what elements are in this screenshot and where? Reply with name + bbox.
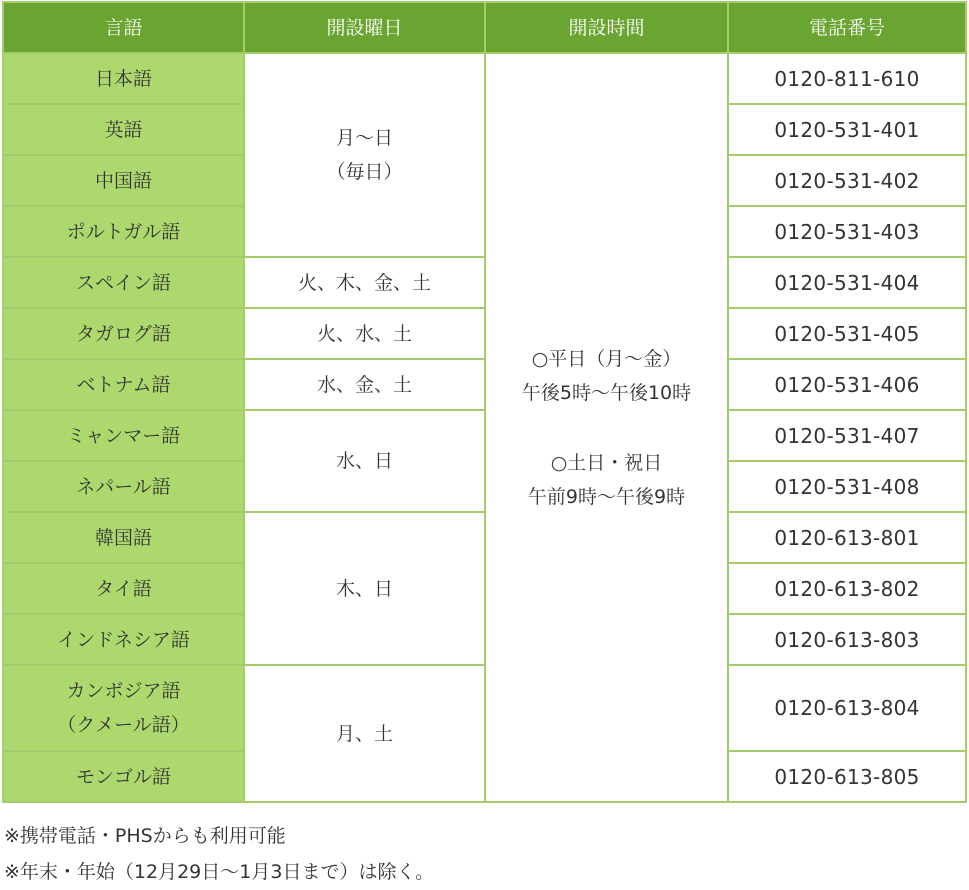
language-cell: 英語 <box>3 104 244 155</box>
open-days-cell: 水、日 <box>244 410 485 512</box>
phone-number-cell: 0120-531-401 <box>728 104 966 155</box>
language-cell: タガログ語 <box>3 308 244 359</box>
weekday-label: ○平日（月～金） <box>531 347 682 370</box>
phone-number-cell: 0120-613-801 <box>728 512 966 563</box>
phone-number-cell: 0120-811-610 <box>728 53 966 104</box>
language-cell: ネパール語 <box>3 461 244 512</box>
phone-number-cell: 0120-531-408 <box>728 461 966 512</box>
header-phone-number: 電話番号 <box>728 2 966 53</box>
language-cell: モンゴル語 <box>3 751 244 802</box>
weekend-label: ○土日・祝日 <box>550 451 663 474</box>
table-row <box>3 410 966 461</box>
weekend-hours: 午前9時～午後9時 <box>527 485 686 508</box>
table-row <box>3 257 966 308</box>
phone-number-cell: 0120-613-802 <box>728 563 966 614</box>
language-cell: ミャンマー語 <box>3 410 244 461</box>
language-name: カンボジア語 <box>66 680 181 702</box>
open-days-cell: 水、金、土 <box>244 359 485 410</box>
open-hours-cell <box>485 53 728 802</box>
hours-spacer <box>486 410 727 446</box>
open-days-cell <box>244 53 485 257</box>
header-open-days: 開設曜日 <box>244 2 485 53</box>
open-days-cell: 月、土 <box>244 665 485 802</box>
header-language: 言語 <box>3 2 244 53</box>
table-row <box>3 665 966 751</box>
table-header-row <box>3 2 966 53</box>
language-cell: 中国語 <box>3 155 244 206</box>
language-cell: ポルトガル語 <box>3 206 244 257</box>
phone-number-cell: 0120-531-406 <box>728 359 966 410</box>
footnote-holidays: ※年末・年始（12月29日～1月3日まで）は除く。 <box>4 861 435 883</box>
open-days-cell: 木、日 <box>244 512 485 665</box>
table-row <box>3 359 966 410</box>
phone-number-cell: 0120-531-402 <box>728 155 966 206</box>
open-days-cell: 火、木、金、土 <box>244 257 485 308</box>
table-row <box>3 53 966 104</box>
language-cell: ベトナム語 <box>3 359 244 410</box>
phone-number-cell: 0120-613-803 <box>728 614 966 665</box>
phone-number-cell: 0120-531-403 <box>728 206 966 257</box>
open-days-daily-note: （毎日） <box>326 161 403 183</box>
table-row <box>3 308 966 359</box>
phone-number-cell: 0120-531-407 <box>728 410 966 461</box>
language-alt-name: （クメール語） <box>57 714 190 736</box>
header-open-hours: 開設時間 <box>485 2 728 53</box>
weekday-hours: 午後5時～午後10時 <box>521 381 692 404</box>
footnotes <box>4 818 434 890</box>
phone-number-cell: 0120-531-405 <box>728 308 966 359</box>
multilingual-hotline-table <box>2 1 967 803</box>
phone-number-cell: 0120-613-804 <box>728 665 966 751</box>
phone-number-cell: 0120-613-805 <box>728 751 966 802</box>
language-cell: インドネシア語 <box>3 614 244 665</box>
language-cell <box>3 665 244 751</box>
language-cell: スペイン語 <box>3 257 244 308</box>
language-cell: 韓国語 <box>3 512 244 563</box>
language-cell: 日本語 <box>3 53 244 104</box>
open-days-daily: 月～日 <box>335 127 393 149</box>
open-days-cell: 火、水、土 <box>244 308 485 359</box>
footnote-mobile: ※携帯電話・PHSからも利用可能 <box>4 825 286 847</box>
phone-number-cell: 0120-531-404 <box>728 257 966 308</box>
table-row <box>3 512 966 563</box>
language-cell: タイ語 <box>3 563 244 614</box>
